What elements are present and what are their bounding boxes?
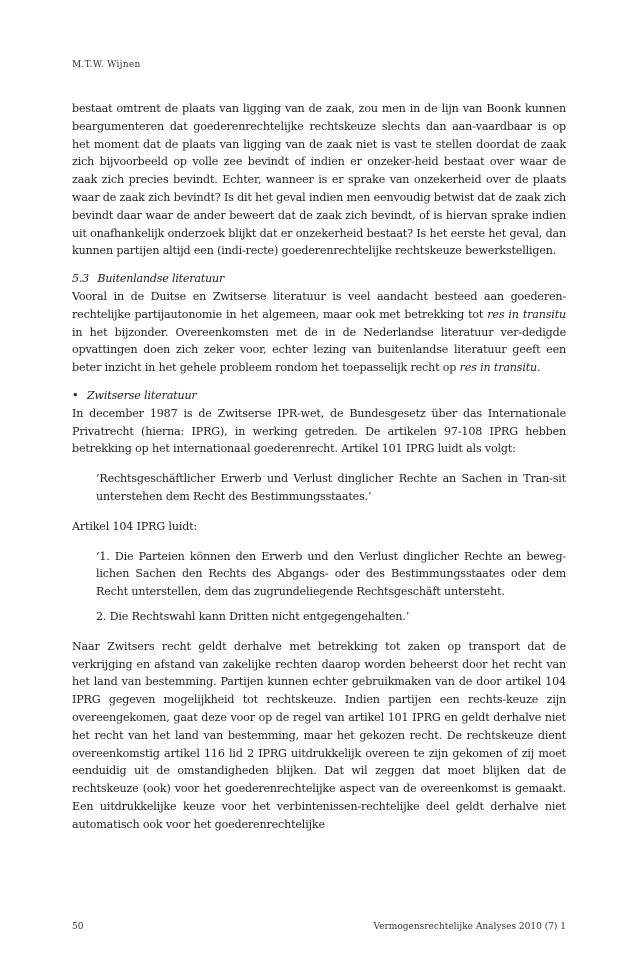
paragraph-2-part-a: Vooral in de Duitse en Zwitserse literatuur is veel aandacht besteed aan goederen-rechtelijke partijautonomie in het algemeen, maar ook met betrekking tot [72,289,566,321]
quote-article-104-1: ‘1. Die Parteien können den Erwerb und den Verlust dinglicher Rechte an beweg-lichen Sachen den Rechts des Abgangs- oder des Bestimmungsstaates oder dem Recht unterstellen, dem das zugrundeliegende Rechtsgeschäft untersteht. [96,549,566,599]
paragraph-2 [72,288,566,377]
section-heading [72,270,566,288]
section-number: 5.3 [72,272,90,286]
quote-article-101: ‘Rechtsgeschäftlicher Erwerb und Verlust dinglicher Rechte an Sachen in Tran-sit unterstehen dem Recht des Bestimmungsstaates.’ [96,472,566,503]
bullet-icon: • [72,388,79,402]
paragraph-3: In december 1987 is de Zwitserse IPR-wet, de Bundesgesetz über das Internationale Privatrecht (hierna: IPRG), in werking getreden. De artikelen 97-108 IPRG hebben betrekking op het internationaal goederenrecht. Artikel 101 IPRG luidt als volgt: [72,406,566,456]
article-body [72,100,566,833]
subsection-title: Zwitserse literatuur [87,388,197,402]
journal-footer: Vermogensrechtelijke Analyses 2010 (7) 1 [373,922,566,932]
subsection-heading [72,387,566,405]
paragraph-2-emphasis-2: res in transitu. [459,361,541,375]
paragraph-2-emphasis-1: res in transitu [487,307,566,321]
quote-article-104-2: 2. Die Rechtswahl kann Dritten nicht entgegengehalten.’ [96,609,410,623]
page-number: 50 [72,922,84,932]
paragraph-5: Naar Zwitsers recht geldt derhalve met betrekking tot zaken op transport dat de verkrijging en afstand van zakelijke rechten daarop worden beheerst door het recht van het land van bestemming. Partijen kunnen echter gebruikmaken van de door artikel 104 IPRG gegeven mogelijkheid tot rechtskeuze. Indien partijen een rechts-keuze zijn overeengekomen, gaat deze voor op de regel van artikel 101 IPRG en geldt derhalve niet het recht van het land van bestemming, maar het gekozen recht. De rechtskeuze dient overeenkomstig artikel 116 lid 2 IPRG uitdrukkelijk overeen te zijn gekomen of zij moet eenduidig uit de omstandigheden blijken. Dat wil zeggen dat moet blijken dat de rechtskeuze (ook) voor het goederenrechtelijke aspect van de overeenkomst is gemaakt. Een uitdrukkelijke keuze voor het verbintenissen-rechtelijke deel geldt derhalve niet automatisch ook voor het goederenrechtelijke [72,639,566,831]
paragraph-1: bestaat omtrent de plaats van ligging van de zaak, zou men in de lijn van Boonk kunnen beargumenteren dat goederenrechtelijke rechtskeuze slechts dan aan-vaardbaar is op het moment dat de plaats van ligging van de zaak niet is vast te stellen doordat de zaak zich bijvoorbeeld op volle zee bevindt of indien er onzeker-heid bestaat over waar de zaak zich precies bevindt. Echter, wanneer is er sprake van onzekerheid over de plaats waar de zaak zich bevindt? Is dit het geval indien men eenvoudig betwist dat de zaak zich bevindt daar waar de ander beweert dat de zaak zich bevindt, of is hiervan sprake indien uit onafhankelijk onderzoek blijkt dat er onzekerheid bestaat? Is het eerste het geval, dan kunnen partijen altijd een (indi-recte) goederenrechtelijke rechtskeuze bewerkstelligen. [72,102,566,258]
paragraph-4: Artikel 104 IPRG luidt: [72,519,198,533]
section-title: Buitenlandse literatuur [97,272,225,286]
paragraph-2-part-b: in het bijzonder. Overeenkomsten met de in de Nederlandse literatuur ver-dedigde opvattingen doen zich zeker voor, echter lezing van buitenlandse literatuur geeft een beter inzicht in het gehele probleem rondom het toepasselijk recht op [72,325,566,375]
running-header-author: M.T.W. Wijnen [72,60,141,70]
